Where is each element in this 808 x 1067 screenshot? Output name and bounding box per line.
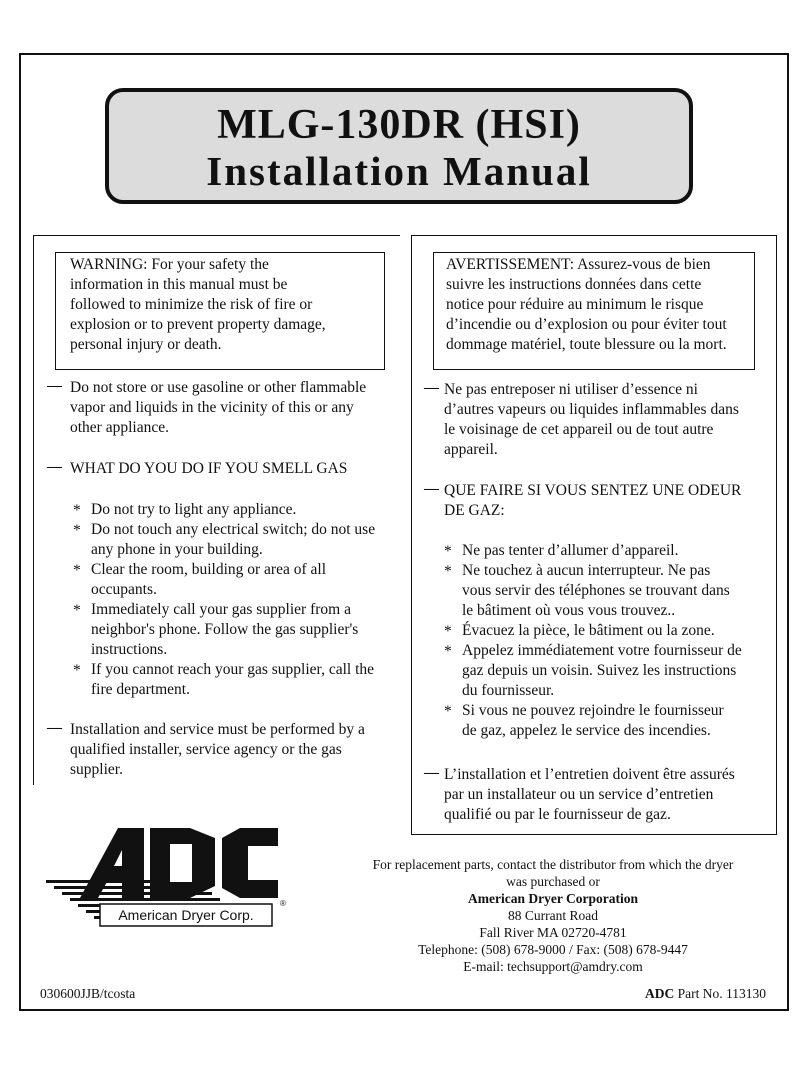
asterisk-icon: * (73, 662, 81, 679)
text-line: DE GAZ: (444, 502, 505, 519)
bullet-item (73, 560, 327, 600)
asterisk-icon: * (444, 563, 452, 580)
text-line: Clear the room, building or area of all (91, 561, 327, 578)
text-line: Appelez immédiatement votre fournisseur de (462, 642, 742, 659)
dash-icon: — (424, 481, 439, 497)
bullet-item (444, 701, 724, 741)
text-line: appareil. (444, 441, 498, 458)
bullet-item (73, 500, 297, 520)
warning-line: d’incendie ou d’explosion ou pour éviter tout (446, 316, 727, 333)
adc-logo (40, 820, 290, 930)
warning-line: WARNING: For your safety the (70, 256, 269, 273)
text-line: supplier. (70, 761, 123, 778)
title-document: Installation Manual (206, 148, 592, 194)
logo-company-text: American Dryer Corp. (118, 907, 254, 923)
bullet-item (444, 641, 742, 701)
street-address: 88 Currant Road (508, 908, 598, 923)
text-line: WHAT DO YOU DO IF YOU SMELL GAS (70, 460, 348, 477)
title-model: MLG-130DR (HSI) (217, 102, 581, 148)
text-line: neighbor's phone. Follow the gas supplier's (91, 621, 359, 638)
instruction-smell-gas-heading-fr (444, 481, 741, 521)
asterisk-icon: * (73, 562, 81, 579)
text-line: Évacuez la pièce, le bâtiment ou la zone. (462, 622, 715, 639)
bullet-item (444, 621, 715, 641)
dash-icon: — (424, 765, 439, 781)
warning-line: AVERTISSEMENT: Assurez-vous de bien (446, 256, 711, 273)
text-line: other appliance. (70, 419, 169, 436)
text-line: Si vous ne pouvez rejoindre le fournisseur (462, 702, 724, 719)
text-line: L’installation et l’entretien doivent être assurés (444, 766, 735, 783)
warning-line: personal injury or death. (70, 336, 222, 353)
text-line: Do not store or use gasoline or other flammable (70, 379, 367, 396)
text-line: qualifié ou par le fournisseur de gaz. (444, 806, 671, 823)
text-line: QUE FAIRE SI VOUS SENTEZ UNE ODEUR (444, 482, 742, 499)
bullet-item (444, 541, 679, 561)
text-line: vous servir des téléphones se trouvant dans (462, 582, 730, 599)
asterisk-icon: * (73, 522, 81, 539)
asterisk-icon: * (444, 643, 452, 660)
dash-icon: — (424, 380, 439, 396)
phone-fax: Telephone: (508) 678-9000 / Fax: (508) 678-9447 (418, 942, 688, 957)
text-line: any phone in your building. (91, 541, 263, 558)
warning-line: dommage matériel, toute blessure ou la mort. (446, 336, 727, 353)
asterisk-icon: * (73, 602, 81, 619)
part-number (600, 986, 766, 1002)
bullet-item (73, 600, 359, 660)
text-line: Do not touch any electrical switch; do not use (91, 521, 376, 538)
text-line: instructions. (91, 641, 168, 658)
warning-box-english (55, 252, 385, 370)
text-line: du fournisseur. (462, 682, 555, 699)
part-brand: ADC (645, 986, 675, 1001)
text-line: de gaz, appelez le service des incendies. (462, 722, 711, 739)
instruction-no-flammables (70, 378, 366, 438)
title-box (105, 88, 693, 204)
email: E-mail: techsupport@amdry.com (463, 959, 643, 974)
warning-line: suivre les instructions données dans cette (446, 276, 702, 293)
text-line: fire department. (91, 681, 190, 698)
text-line: vapor and liquids in the vicinity of this or any (70, 399, 354, 416)
part-number-value: Part No. 113130 (674, 986, 766, 1001)
dash-icon: — (47, 720, 62, 736)
text-line: Do not try to light any appliance. (91, 501, 297, 518)
instruction-qualified-installer-fr (444, 765, 735, 825)
text-line: le bâtiment où vous vous trouvez.. (462, 602, 676, 619)
warning-line: followed to minimize the risk of fire or (70, 296, 313, 313)
text-line: le voisinage de cet appareil ou de tout autre (444, 421, 714, 438)
contact-line: was purchased or (506, 874, 600, 889)
asterisk-icon: * (444, 623, 452, 640)
text-line: gaz depuis un voisin. Suivez les instructions (462, 662, 737, 679)
contact-line: For replacement parts, contact the distributor from which the dryer (372, 857, 734, 872)
dash-icon: — (47, 378, 62, 394)
logo-letters-text: ADC (40, 820, 43, 821)
registered-mark: ® (280, 899, 286, 908)
warning-line: notice pour réduire au minimum le risque (446, 296, 704, 313)
warning-line: explosion or to prevent property damage, (70, 316, 326, 333)
contact-block (318, 856, 788, 975)
text-line: Ne touchez à aucun interrupteur. Ne pas (462, 562, 711, 579)
asterisk-icon: * (444, 703, 452, 720)
warning-box-french (433, 252, 755, 370)
city-address: Fall River MA 02720-4781 (479, 925, 627, 940)
text-line: occupants. (91, 581, 157, 598)
text-line: qualified installer, service agency or the gas (70, 741, 342, 758)
text-line: Ne pas entreposer ni utiliser d’essence ni (444, 381, 698, 398)
instruction-smell-gas-heading (70, 459, 347, 479)
text-line: Installation and service must be performed by a (70, 721, 365, 738)
asterisk-icon: * (73, 502, 81, 519)
instruction-qualified-installer (70, 720, 365, 780)
asterisk-icon: * (444, 543, 452, 560)
text-line: d’autres vapeurs ou liquides inflammables dans (444, 401, 739, 418)
dash-icon: — (47, 459, 62, 475)
bullet-item (73, 520, 376, 560)
text-line: Ne pas tenter d’allumer d’appareil. (462, 542, 679, 559)
bullet-item (73, 660, 375, 700)
text-line: If you cannot reach your gas supplier, call the (91, 661, 375, 678)
text-line: par un installateur ou un service d’entretien (444, 786, 714, 803)
text-line: Immediately call your gas supplier from a (91, 601, 351, 618)
bullet-item (444, 561, 730, 621)
company-name: American Dryer Corporation (468, 891, 638, 906)
warning-line: information in this manual must be (70, 276, 288, 293)
document-code: 030600JJB/tcosta (40, 986, 136, 1001)
instruction-no-flammables-fr (444, 380, 739, 460)
